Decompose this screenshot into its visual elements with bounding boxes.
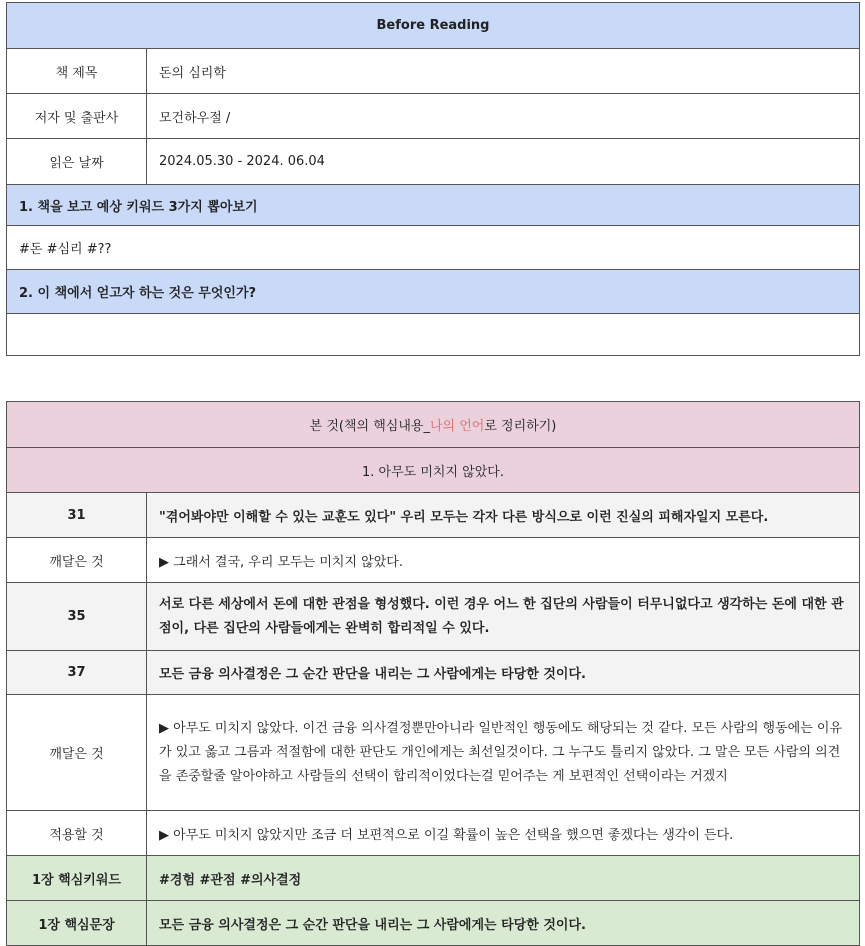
book-title-label: 책 제목 [7,49,147,94]
before-reading-header: Before Reading [7,3,860,49]
chapter-sentence-label: 1장 핵심문장 [7,901,147,946]
question-goal: 2. 이 책에서 얻고자 하는 것은 무엇인가? [7,270,860,314]
chapter-keywords-label: 1장 핵심키워드 [7,856,147,901]
seen-header-highlight: 나의 언어 [429,419,485,434]
page-35-label: 35 [7,583,147,651]
answer-keywords: #돈 #심리 #?? [7,226,860,270]
realization-label-1: 깨달은 것 [7,538,147,583]
realization-label-2: 깨달은 것 [7,695,147,811]
book-title-value: 돈의 심리학 [147,49,860,94]
page-37-quote: 모든 금융 의사결정은 그 순간 판단을 내리는 그 사람에게는 타당한 것이다. [147,651,860,695]
realization-text-2: ▶ 아무도 미치지 않았다. 이건 금융 의사결정뿐만아니라 일반적인 행동에도 해당되는 것 같다. 모든 사람의 행동에는 이유가 있고 옳고 그름과 적절함에 대한 판단도 개인에게는 최선일것이다. 그 누구도 틀리지 않았다. 그 말은 모든 사람의 의견을 존중할줄 알아야하고 사람들의 선택이 합리적이었다는걸 믿어주는 게 보편적인 선택이라는 거겠지 [147,695,860,811]
author-publisher-label: 저자 및 출판사 [7,94,147,139]
chapter-sentence: 모든 금융 의사결정은 그 순간 판단을 내리는 그 사람에게는 타당한 것이다. [147,901,860,946]
author-publisher-value: 모건하우절 / [147,94,860,139]
answer-goal [7,314,860,356]
page-35-quote: 서로 다른 세상에서 돈에 대한 관점을 형성했다. 이런 경우 어느 한 집단의 사람들이 터무니없다고 생각하는 돈에 대한 관점이, 다른 집단의 사람들에게는 완벽히 합리적일 수 있다. [147,583,860,651]
realization-text-1: ▶ 그래서 결국, 우리 모두는 미치지 않았다. [147,538,860,583]
page-37-label: 37 [7,651,147,695]
before-reading-table [6,2,860,356]
chapter-title: 1. 아무도 미치지 않았다. [7,448,860,493]
page-31-quote: "겪어봐야만 이해할 수 있는 교훈도 있다" 우리 모두는 각자 다른 방식으로 이런 진실의 피해자일지 모른다. [147,493,860,538]
apply-text: ▶ 아무도 미치지 않았지만 조금 더 보편적으로 이길 확률이 높은 선택을 했으면 좋겠다는 생각이 든다. [147,811,860,856]
apply-label: 적용할 것 [7,811,147,856]
page-31-label: 31 [7,493,147,538]
seen-header-post: 로 정리하기) [484,419,557,434]
seen-header [7,402,860,448]
seen-table [6,401,860,946]
read-date-value: 2024.05.30 - 2024. 06.04 [147,139,860,185]
question-keywords: 1. 책을 보고 예상 키워드 3가지 뽑아보기 [7,185,860,226]
seen-header-pre: 본 것(책의 핵심내용_ [309,419,430,434]
chapter-keywords: #경험 #관점 #의사결정 [147,856,860,901]
read-date-label: 읽은 날짜 [7,139,147,185]
